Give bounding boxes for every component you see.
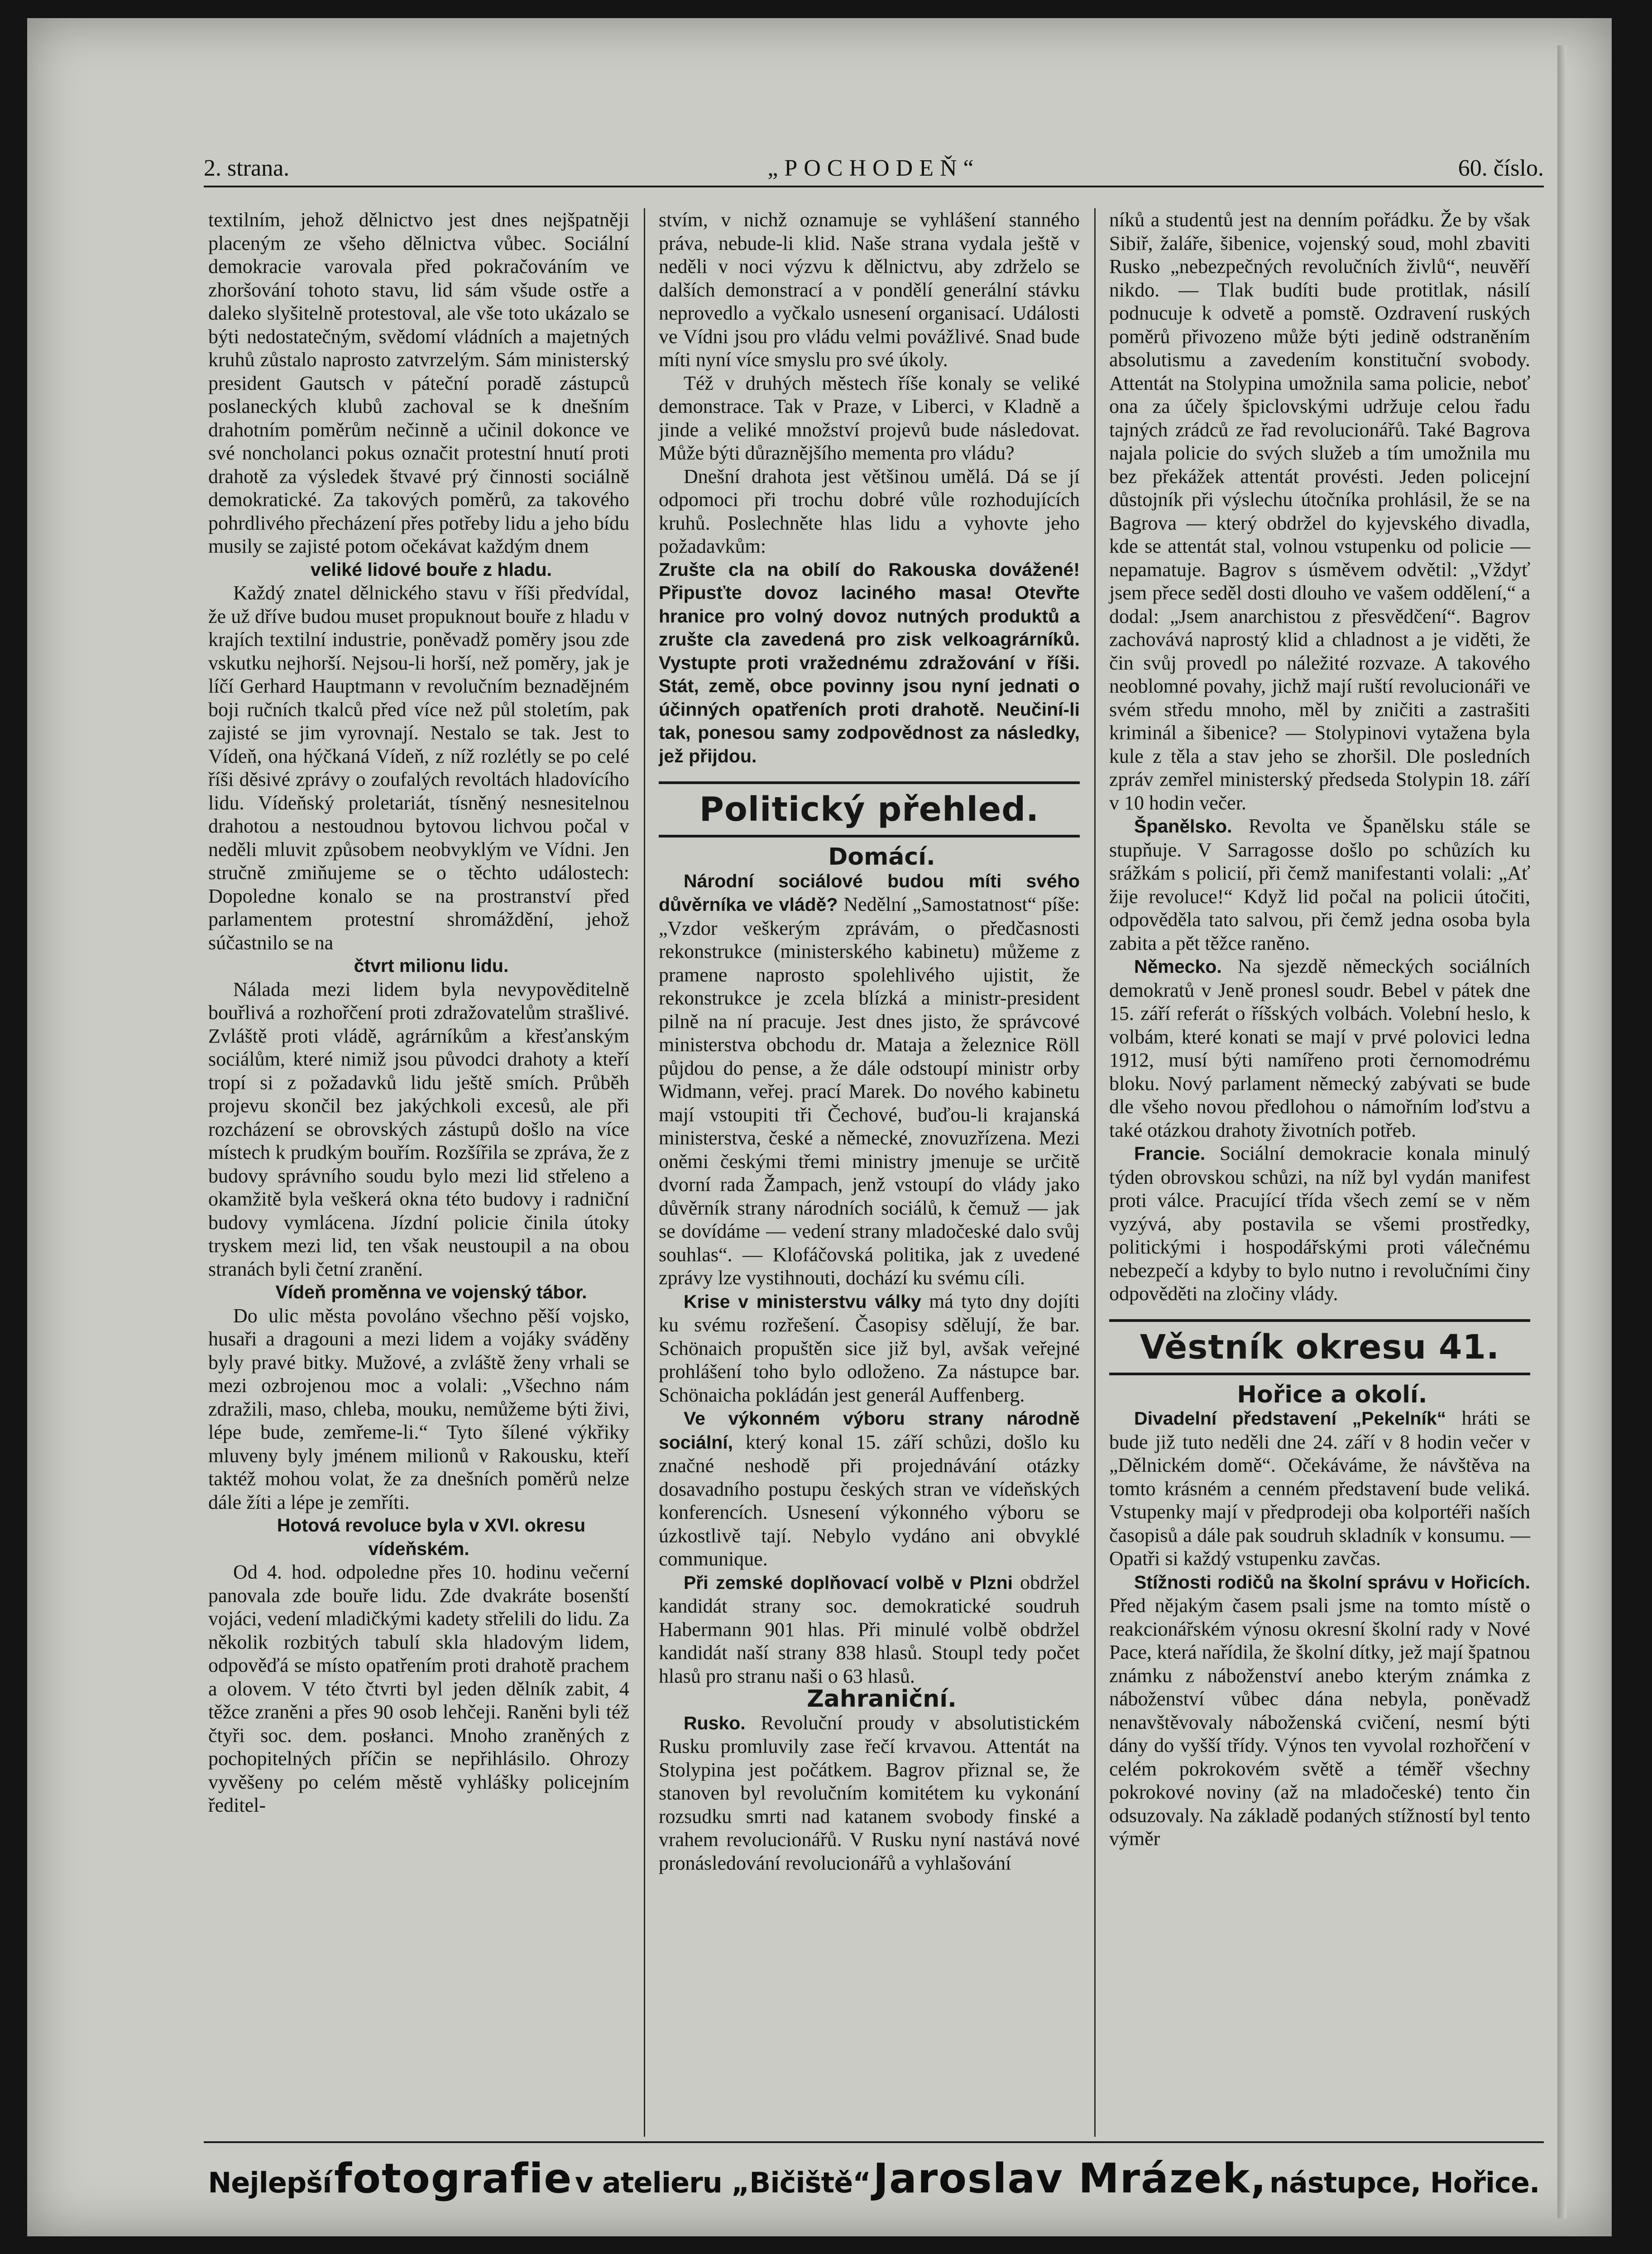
section-heading-horice: Hořice a okolí. — [1237, 1381, 1427, 1408]
news-item-lead: Divadelní představení „Pekelník“ — [1134, 1408, 1446, 1429]
news-item — [1109, 955, 1530, 1142]
news-item-text: Sociální demokracie konala minulý týden obrovskou schůzi, na níž byl vydán manifest proti válce. Pracující třída všech zemí se v něm vyzývá, aby postavila se všemi prostředky, politickými i hospodářskými proti válečnému nebezpečí a kdyby to bylo nutno i revolučními činy odpověděti na zločiny vlády. — [1109, 1142, 1530, 1305]
article-paragraph: Do ulic města povoláno všechno pěší vojsko, husaři a dragouni a mezi lidem a vojáky sváděny byly pravé bitky. Mužové, a zvláště ženy vrhali se mezi ozbrojenou moc a volali: „Všechno nám zdražili, maso, chleba, mouku, nemůžeme býti živi, lépe bude, zemřeme-li.“ Tyto šílené výkřiky mluveny byly jménem milionů v Rakousku, kteří taktéž mohou volat, že za dnešních poměrů nelze dále žíti a lépe je zemříti. — [208, 1304, 629, 1513]
article-paragraph: níků a studentů jest na denním pořádku. Že by však Sibiř, žaláře, šibenice, vojenský soud, mohl zbaviti Rusko „nebezpečných revolučních živlů“, neuvěří nikdo. — Tlak budíti bude protitlak, násilí podnucuje k odvetě a pomstě. Ozdravení ruských poměrů přivozeno může býti jedině odstraněním absolutismu a zavedením konstituční svobody. Attentát na Stolypina umožnila sama policie, neboť ona za účely špiclovskými udržuje celou řadu tajných zrádců ze řad revolucionářů. Také Bagrova najala policie do svých služeb a tím umožnila mu bez překážek attentát provésti. Jeden policejní důstojník při výslechu útočníka prohlásil, že se na Bagrova — který obdržel do kyjevského divadla, kde se attentát stal, volnou vstupenku od policie — nepamatuje. Bagrov s úsměvem odvětil: „Vždyť jsem přece seděl dosti dlouho ve vašem oddělení,“ a dodal: „Jsem anarchistou z přesvědčení“. Bagrov zachovává naprostý klid a chladnost a je viděti, že čin svůj provedl po náležité rozvaze. A takového neoblomné povahy, jichž mají ruští revolucionáři ve svém středu mnoho, měl by zničiti a zastrašiti kriminál a šibenice? — Stolypinovi vytažena byla kule z těla a stav jeho se zhoršil. Dle posledních zpráv zemřel ministerský předseda Stolypin 18. září v 10 hodin večer. — [1109, 209, 1530, 814]
news-item — [659, 1290, 1080, 1407]
news-item — [1109, 1142, 1530, 1306]
newspaper-page — [27, 18, 1612, 2236]
column-2 — [659, 208, 1080, 1875]
news-item-text: hráti se bude již tuto neděli dne 24. září v 8 hodin večer v „Dělnickém domě“. Očekáváme, že návštěva na tomto krásném a cenném představení bude veliká. Vstupenky mají v předprodeji oba kolportéři naších časopisů a dále pak soudruh skladník v konsumu. — Opatři si každý vstupenku zavčas. — [1109, 1407, 1530, 1570]
article-paragraph: Též v druhých městech říše konaly se veliké demonstrace. Tak v Praze, v Liberci, v Kladně a jinde a veliké množství projevů bude následovat. Může býti důraznějšího mementa pro vládu? — [659, 372, 1080, 464]
news-item — [659, 1571, 1080, 1688]
ad-name-large: Jaroslav Mrázek, — [873, 2155, 1267, 2202]
subheading: čtvrt milionu lidu. — [354, 955, 509, 976]
ad-text: Nejlepší — [208, 2166, 332, 2199]
column-divider — [1094, 208, 1096, 2137]
news-item-lead: Stížnosti rodičů na školní správu v Hořicích. — [1134, 1571, 1530, 1593]
news-item — [659, 869, 1080, 1290]
news-item-lead: Krise v ministerstvu války — [684, 1291, 921, 1312]
article-paragraph: stvím, v nichž oznamuje se vyhlášení stanného práva, nebude-li klid. Naše strana vydala ještě v neděli v noci výzvu k dělnictvu, aby zdrželo se dalších demonstrací a v pondělí generální stávku neprovedlo a vyčkalo usnesení organisací. Události ve Vídni jsou pro vládu velmi povážlivé. Snad bude míti nyní více smyslu pro své úkoly. — [659, 209, 1080, 371]
ad-text: v atelieru „Bičiště“ — [575, 2166, 871, 2199]
page-number-label: 2. strana. — [204, 155, 290, 181]
article-paragraph: Každý znatel dělnického stavu v říši předvídal, že už dříve budou muset propuknout bouře z hladu v krajích textilní industrie, poněvadž poměry jsou zde vskutku nejhorší. Nejsou-li horší, než poměry, jak je líčí Gerhard Hauptmann v revolučním beznadějném boji ručních tkalců před více než půl stoletím, pak zajisté se jim vyrovnají. Nestalo se tak. Jest to Vídeň, ona hýčkaná Vídeň, z níž rozlétly se po celé říši děsivé zprávy o zoufalých revoltách hladovícího lidu. Vídeňský proletariát, tísněný nesnesitelnou drahotou a nestoudnou bytovou lichvou počal v neděli mluvit způsobem neobvyklým ve Vídni. Jen stručně zmiňujeme se o těchto událostech: Dopoledne konalo se na prostranství před parlamentem protestní shromáždění, jehož súčastnilo se na — [208, 582, 629, 954]
news-item-text: obdržel kandidát strany soc. demokratické soudruh Habermann 901 hlas. Při minulé volbě obdržel kandidát naší strany 838 hlasů. Stoupl tedy počet hlasů pro stranu naši o 63 hlasů. — [659, 1571, 1080, 1687]
news-item — [1109, 1570, 1530, 1851]
page-header — [204, 145, 1544, 187]
news-item-lead: Národní sociálové budou míti svého důvěrníka ve vládě? — [659, 870, 1080, 915]
news-item-text: který konal 15. září schůzi, došlo ku značné neshodě při projednávání otázky dosavadního postupu českých stran ve vídeňských konferencích. Usnesení výkonného výboru se úzkostlivě tají. Nebylo vydáno ani obvyklé communique. — [659, 1431, 1080, 1570]
news-item-lead: Španělsko. — [1134, 816, 1232, 837]
section-banner-political-overview: Politický přehled. — [659, 781, 1080, 837]
news-item-lead: Ve výkonném výboru strany národně sociální, — [659, 1408, 1080, 1453]
news-item-lead: Francie. — [1134, 1143, 1206, 1164]
ad-text: nástupce, Hořice. — [1269, 2166, 1540, 2199]
footer-advertisement — [204, 2155, 1544, 2214]
subheading: veliké lidové bouře z hladu. — [310, 559, 552, 580]
page-binding-edge — [1557, 45, 1566, 2218]
news-item-text: Nedělní „Samostatnost“ píše: „Vzdor veškerým zprávám, o předčasnosti rekonstrukce (ministerského kabinetu) můžeme z pramene naprosto spolehlivého ujistit, že rekonstrukce je zcela blízká a ministr-president pilně na ní pracuje. Jest dnes jisto, že správcové ministerstva obchodu dr. Mataja a železnice Röll půjdou do pense, a že dále odstoupí ministr orby Widmann, veřej. prací Marek. Do nového kabinetu mají vstoupiti tři Čechové, buďou-li krajanská ministerstva, české a německé, znovuzřízena. Mezi oněmi českými třemi ministry jmenuje se určitě dvorní rada Žampach, jenž vstoupí do vlády jako důvěrník strany národních sociálů, k čemuž — jak se dovídáme — vedení strany mladočeské dalo svůj souhlas“. — Klofáčovská politika, jak z uvedené zprávy lze vystihnouti, dochází ku svému cíli. — [659, 893, 1080, 1289]
column-1 — [208, 208, 629, 1817]
article-paragraph: Od 4. hod. odpoledne přes 10. hodinu večerní panovala zde bouře lidu. Zde dvakráte bosenští vojáci, vedení mladičkými kadety střelili do lidu. Za několik rozbitých tabulí skla hladovým lidem, odpověďá se místo opatřením proti drahotě prachem a olovem. V této čtvrti byl jeden dělník zabit, 4 těžce zraněni a přes 90 osob lehčeji. Raněni byli též čtyři soc. dem. posłanci. Mnoho zraněných z pochopitelných příčin se nepřihlásilo. Ohrozy vyvěšeny po celém městě vyhlášky policejním ředitel- — [208, 1561, 629, 1816]
news-item — [659, 1407, 1080, 1571]
article-paragraph: Dnešní drahota jest většinou umělá. Dá se jí odpomoci při trochu dobré vůle rozhodujících kruhů. Poslechněte hlas lidu a vyhovte jeho požadavkům: — [659, 465, 1080, 557]
news-item — [1109, 1407, 1530, 1570]
section-heading-foreign: Zahraniční. — [807, 1685, 957, 1713]
footer-divider — [204, 2141, 1544, 2143]
ad-text-large: fotografie — [334, 2155, 573, 2202]
column-divider — [644, 208, 645, 2137]
section-heading-domestic: Domácí. — [828, 843, 935, 871]
news-item-text: Revoluční proudy v absolutistickém Rusku promluvily zase řečí krvavou. Attentát na Stolypina jest počátkem. Bagrov přiznal se, že stanoven byl revolučním komitétem ku vykonání rozsudku smrti nad katanem svobody finské a vrahem revolucionářů. V Rusku nyní nastává nové pronásledování revolucionářů a vyhlašování — [659, 1711, 1080, 1874]
article-paragraph: Nálada mezi lidem byla nevypověditelně bouřlivá a rozhořčení proti zdražovatelům strašlivé. Zvláště proti vládě, agrárníkům a křesťanským sociálům, které nimiž jsou původci drahoty a kteří tropí si z požadavků lidu ještě smích. Průběh projevu skončil bez jakýchkoli excesů, ale při rozcházení se obrovských zástupů došlo na více místech k prudkým bouřím. Rozšířila se zpráva, že z budovy správního soudu bylo mezi lid střeleno a okamžitě byla veškerá okna této budovy i radniční budovy vymlácena. Jízdní policie činila útoky tryskem mezi lid, ten však neustoupil a na obou stranách byli četní zranění. — [208, 978, 629, 1280]
column-3 — [1109, 208, 1530, 1851]
news-item-text: Před nějakým časem psali jsme na tomto místě o reakcionářském výnosu okresní školní rady v Nové Pace, která nařídila, že školní dítky, jež mají špatnou známku z náboženství anebo kterým známka z náboženství vůbec dána nebyla, poněvadž nenavštěvovaly náboženská cvičení, nesmí býti dány do vyšší třídy. Výnos ten vyvolal rozhořčení v celém pokrokovém světě a téměř všechny pokrokové noviny (až na mladočeské) tento čin odsuzovaly. Na základě podaných stížností byl tento výměr — [1109, 1594, 1530, 1850]
subheading: Hotová revoluce byla v XVI. okresu vídeňském. — [277, 1515, 586, 1559]
news-item-text: má tyto dny dojíti ku svému rozřešení. Časopisy sdělují, že bar. Schönaich propuštěn sice již byl, avšak veřejné prohlášení toho bylo odloženo. Za nástupce bar. Schönaicha pokládán jest generál Auffenberg. — [659, 1290, 1080, 1406]
issue-number: 60. číslo. — [1458, 155, 1544, 181]
newspaper-title: „POCHODEŇ“ — [767, 155, 980, 181]
article-paragraph: textilním, jehož dělnictvo jest dnes nejšpatněji placeným ze všeho dělnictva vůbec. Sociální demokracie varovala před pokračováním ve zhoršování tohoto stavu, lid sám všude ostře a daleko slyšitelně protestoval, ale vše toto ukázalo se býti nedostatečným, svědomí vládních a majetných kruhů zůstalo naprosto zatvrzelým. Sám ministerský president Gautsch v páteční poradě zástupců poslaneckých klubů zachoval se k dnešním drahotním poměrům nečinně a učinil dokonce ve své noncholanci pokus označit protestní hnutí proti drahotě za výsledek štvavé prý činnosti sociálně demokratické. Za takových poměrů, za takového pohrdlivého přecházení přes potřeby lidu a jeho bídu musily se zajisté potom očekávat každým dnem — [208, 209, 629, 557]
news-item-text: Na sjezdě německých sociálních demokratů v Jeně pronesl soudr. Bebel v pátek dne 15. září referát o říšských volbách. Volební heslo, k volbám, které konati se mají v prvé polovici ledna 1912, musí býti namířeno proti černomodrému bloku. Nový parlament německý zabývati se bude dle všeho novou předlohou o námořním loďstvu a také otázkou drahoty životních potřeb. — [1109, 955, 1530, 1141]
demands-paragraph: Zrušte cla na obilí do Rakouska dovážené! Připusťte dovoz laciného masa! Otevřte hranice pro volný dovoz nutných produktů a zrušte cla zavedená pro zisk velkoagrárníků. Vystupte proti vražednému zdražování v říši. Stát, země, obce povinny jsou nyní jednati o účinných opatřeních proti drahotě. Neučiní-li tak, ponesou samy zodpovědnost za následky, jež přijdou. — [659, 559, 1080, 766]
section-banner-district-bulletin: Věstník okresu 41. — [1109, 1319, 1530, 1375]
news-item-lead: Rusko. — [684, 1712, 746, 1733]
news-item — [659, 1711, 1080, 1875]
news-item — [1109, 814, 1530, 955]
news-item-lead: Při zemské doplňovací volbě v Plzni — [684, 1572, 1013, 1593]
news-item-lead: Německo. — [1134, 956, 1222, 977]
subheading: Vídeň proměnna ve vojenský tábor. — [275, 1282, 587, 1302]
news-item-text: Revolta ve Španělsku stále se stupňuje. V Sarragosse došlo po schůzích ku srážkám s policií, při čemž manifestanti volali: „Ať žije revoluce!“ Když lid počal na policii útočiti, odpověděla tato salvou, při čemž jedna osoba byla zabita a pět těžce raněno. — [1109, 815, 1531, 954]
